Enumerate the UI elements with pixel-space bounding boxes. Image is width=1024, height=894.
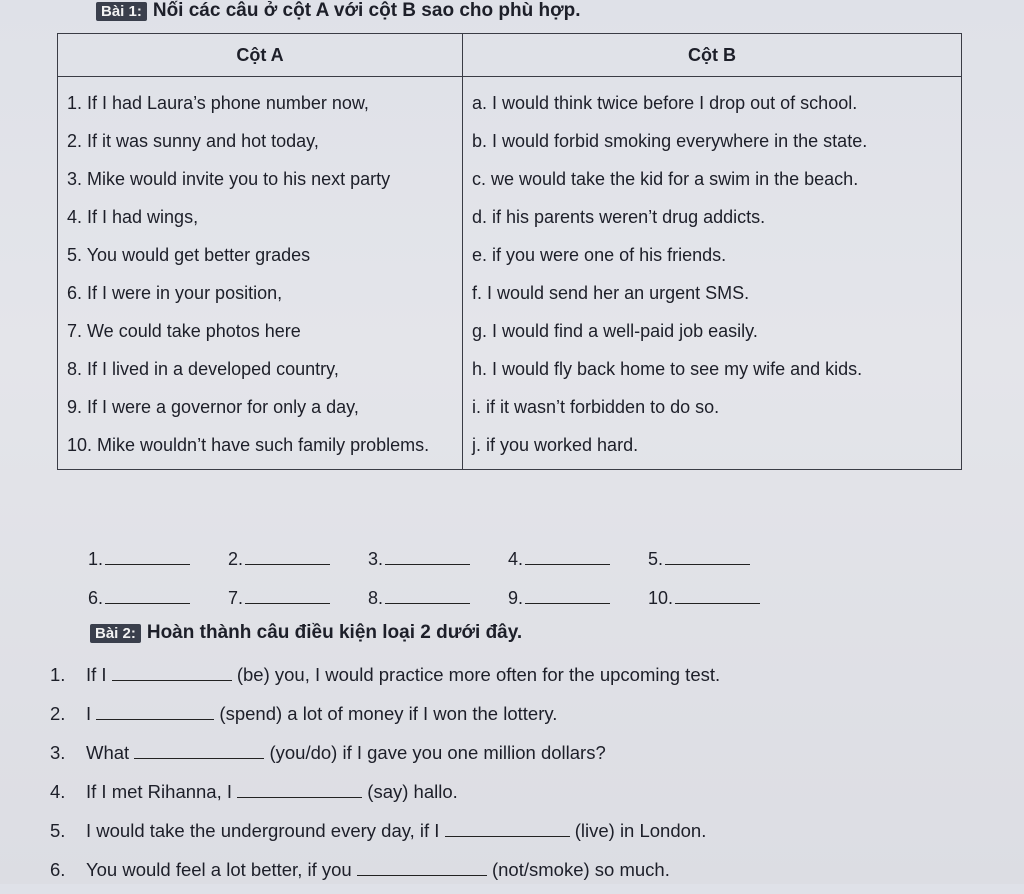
column-a-header: Cột A: [58, 34, 463, 77]
answer-blank[interactable]: [385, 587, 470, 604]
column-b-item: j. if you worked hard.: [472, 435, 639, 455]
exercise-2-list: [50, 660, 720, 894]
column-b-item: h. I would fly back home to see my wife and kids.: [472, 359, 863, 379]
exercise-1-instruction: Nối các câu ở cột A với cột B sao cho phù hợp.: [152, 0, 581, 21]
answer-slot[interactable]: 7.: [228, 587, 330, 609]
column-a-item: 3. Mike would invite you to his next party: [67, 169, 391, 189]
exercise-2-item: 3. What (you/do) if I gave you one million dollars?: [50, 742, 606, 763]
fill-blank[interactable]: [357, 857, 487, 876]
matching-table: [57, 33, 962, 470]
answer-blank[interactable]: [105, 587, 190, 604]
fill-blank[interactable]: [96, 701, 214, 720]
column-b-item: f. I would send her an urgent SMS.: [472, 283, 750, 303]
fill-blank[interactable]: [112, 662, 232, 681]
answer-slot[interactable]: 4.: [508, 548, 610, 570]
column-a-item: 8. If I lived in a developed country,: [67, 359, 339, 379]
answer-blank[interactable]: [245, 587, 330, 604]
answer-slot[interactable]: 5.: [648, 548, 750, 570]
column-b-item: g. I would find a well-paid job easily.: [472, 321, 758, 341]
exercise-2-item: 2. I (spend) a lot of money if I won the lottery.: [50, 703, 558, 724]
column-a-item: 5. You would get better grades: [67, 245, 311, 265]
fill-blank[interactable]: [237, 779, 362, 798]
answer-slot[interactable]: 8.: [368, 587, 470, 609]
answer-blank[interactable]: [245, 548, 330, 565]
exercise-2-heading: [90, 622, 522, 644]
exercise-2-item: 6. You would feel a lot better, if you (not/smoke) so much.: [50, 859, 670, 880]
column-b-item: c. we would take the kid for a swim in the beach.: [472, 169, 859, 189]
column-a-item: 7. We could take photos here: [67, 321, 301, 341]
column-b-item: i. if it wasn’t forbidden to do so.: [472, 397, 720, 417]
answer-slot[interactable]: 9.: [508, 587, 610, 609]
column-b-item: e. if you were one of his friends.: [472, 245, 727, 265]
answer-blank[interactable]: [385, 548, 470, 565]
column-a-cell: [58, 77, 463, 470]
column-a-item: 2. If it was sunny and hot today,: [67, 131, 319, 151]
column-a-item: 4. If I had wings,: [67, 207, 199, 227]
answer-slot[interactable]: 1.: [88, 548, 190, 570]
column-a-item: 9. If I were a governor for only a day,: [67, 397, 359, 417]
answer-slot[interactable]: 10.: [648, 587, 760, 609]
column-b-item: a. I would think twice before I drop out of school.: [472, 93, 858, 113]
column-b-cell: [463, 77, 962, 470]
answer-blank[interactable]: [675, 587, 760, 604]
column-a-item: 6. If I were in your position,: [67, 283, 283, 303]
answer-slot[interactable]: 6.: [88, 587, 190, 609]
exercise-2-item: 5. I would take the underground every day, if I (live) in London.: [50, 820, 707, 841]
exercise-1-heading: [96, 0, 580, 22]
column-b-item: d. if his parents weren’t drug addicts.: [472, 207, 766, 227]
answer-blank[interactable]: [525, 587, 610, 604]
exercise-2-badge: Bài 2:: [90, 624, 141, 643]
exercise-2-instruction: Hoàn thành câu điều kiện loại 2 dưới đây.: [146, 622, 523, 643]
column-b-header: Cột B: [463, 34, 962, 77]
column-a-item: 1. If I had Laura’s phone number now,: [67, 93, 369, 113]
exercise-2-item: 4. If I met Rihanna, I (say) hallo.: [50, 781, 458, 802]
exercise-2-item: 1. If I (be) you, I would practice more often for the upcoming test.: [50, 664, 721, 685]
column-b-item: b. I would forbid smoking everywhere in the state.: [472, 131, 868, 151]
answer-blank[interactable]: [105, 548, 190, 565]
answer-blank[interactable]: [525, 548, 610, 565]
answer-slot[interactable]: 3.: [368, 548, 470, 570]
exercise-1-badge: Bài 1:: [96, 2, 147, 21]
fill-blank[interactable]: [134, 740, 264, 759]
answer-slot[interactable]: 2.: [228, 548, 330, 570]
answer-blank[interactable]: [665, 548, 750, 565]
column-a-item: 10. Mike wouldn’t have such family problems.: [67, 435, 430, 455]
fill-blank[interactable]: [445, 818, 570, 837]
